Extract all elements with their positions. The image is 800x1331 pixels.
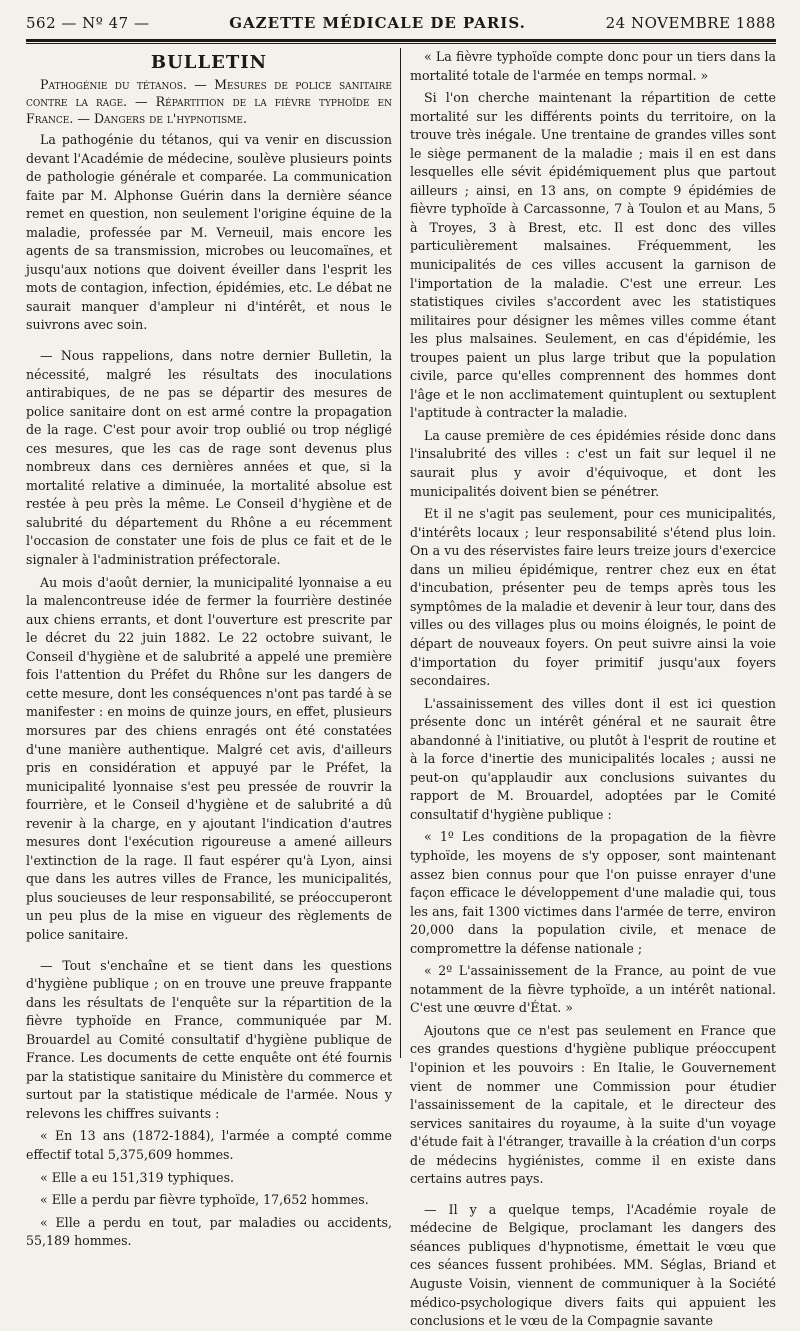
quote-effectif: « En 13 ans (1872-1884), l'armée a compté comme effectif total 5,375,609 hommes. — [26, 1128, 392, 1162]
quote-pertes-totales: « Elle a perdu en tout, par maladies ou accidents, 55,189 hommes. — [26, 1214, 392, 1249]
paragraph-repartition: Si l'on cherche maintenant la répartition de cette mortalité sur les différents points du territoire, on la trouve très inégale. Une trentaine de grandes villes sont le siège permanent de la maladie ; mais il en est dans lesquelles elle sévit épidémiquement plus que partout ailleurs ; ainsi, en 13 ans, on compte 9 épidémies de fièvre typhoïde à Carcassonne, 7 à Toulon et au Mans, 5 à Troyes, 3 à Brest, etc. Il est donc des villes particulièrement malsaines. Fréquemment, les municipalités de ces villes accusent la garnison de l'importation de la maladie. C'est une erreur. Les statistiques civiles s'accordent avec les statistiques militaires pour désigner les mêmes villes comme étant les plus malsaines. Seulement, en cas d'épidémie, les troupes paient un plus large tribut que la population civile, parce qu'elles comprennent des hommes dont l'âge et le non acclimatement quintuplent ou sextuplent l'aptitude à contracter la maladie. — [410, 90, 776, 421]
paragraph-hypnotisme: — Il y a quelque temps, l'Académie royale de médecine de Belgique, proclamant les dangers des séances publiques d'hypnotisme, émettait le vœu que ces séances fussent prohibées. MM. Séglas, Briand et Auguste Voisin, viennent de communiquer à la Société médico-psychologique divers faits qui appuient les conclusions et le vœu de la Compagnie savante — [410, 1201, 776, 1329]
publication-title: GAZETTE MÉDICALE DE PARIS. — [229, 14, 526, 32]
left-column — [26, 48, 400, 1249]
issue-date: 24 NOVEMBRE 1888 — [605, 14, 776, 32]
conclusion-2: « 2º L'assainissement de la France, au point de vue notamment de la fièvre typhoïde, a un intérêt national. C'est une œuvre d'État. » — [410, 963, 776, 1016]
section-heading: BULLETIN — [150, 52, 268, 73]
header-rule-thick — [26, 39, 776, 42]
masthead — [26, 14, 776, 36]
paragraph-assainissement: L'assainissement des villes dont il est ici question présente donc un intérêt général et ne saurait être abandonné à l'initiative, ou plutôt à l'esprit de routine et à la force d'inertie des municipalités locales ; aussi ne peut-on qu'applaudir aux conclusions suivantes du rapport de M. Brouardel, adoptées par le Comité consultatif d'hygiène publique : — [410, 695, 776, 822]
paragraph-fievre-typhoide: — Tout s'enchaîne et se tient dans les questions d'hygiène publique ; on en trouve une preuve frappante dans les résultats de l'enquête sur la répartition de la fièvre typhoïde en France, communiquée par M. Brouardel au Comité consultatif d'hygiène publique de France. Les documents de cette enquête ont été fournis par la statistique sanitaire du Ministère du commerce et surtout par la statistique médicale de l'armée. Nous y relevons les chiffres suivants : — [26, 957, 392, 1121]
conclusion-1: « 1º Les conditions de la propagation de la fièvre typhoïde, les moyens de s'y opposer, sont maintenant assez bien connus pour que l'on puisse enrayer d'une façon efficace le développement d'une maladie qui, tous les ans, fait 1300 victimes dans l'armée de terre, environ 20,000 dans la population civile, et menace de compromettre la défense nationale ; — [410, 829, 776, 956]
quote-pertes-typhoide: « Elle a perdu par fièvre typhoïde, 17,652 hommes. — [40, 1192, 369, 1208]
quote-mortalite: « La fièvre typhoïde compte donc pour un tiers dans la mortalité totale de l'armée en temps normal. » — [410, 49, 776, 83]
quote-typhiques: « Elle a eu 151,319 typhiques. — [40, 1169, 235, 1185]
paragraph-italie: Ajoutons que ce n'est pas seulement en France que ces grandes questions d'hygiène publique préoccupent l'opinion et les pouvoirs : En Italie, le Gouvernement vient de nommer une Commission pour étudier l'assainissement de la capitale, et le directeur des services sanitaires du royaume, à la suite d'un voyage d'étude fait à l'étranger, travaille à la création d'un corps de médecins hygiénistes, comme il en existe dans certains autres pays. — [410, 1022, 776, 1187]
page-number: 562 — Nº 47 — — [26, 14, 150, 32]
paragraph-cause: La cause première de ces épidémies réside donc dans l'insalubrité des villes : c'est un fait sur lequel il ne saurait plus y avoir d'équivoque, et dont les municipalités doivent bien se pénétrer. — [410, 427, 776, 499]
paragraph-rage: — Nous rappelions, dans notre dernier Bulletin, la nécessité, malgré les résultats des inoculations antirabiques, de ne pas se départir des mesures de police sanitaire dont on est armé contre la propagation de la rage. C'est pour avoir trop oublié ou trop négligé ces mesures, que les cas de rage sont devenus plus nombreux dans ces dernières années et que, si la mortalité relative a diminuée, la mortalité absolue est restée à peu près la même. Le Conseil d'hygiène et de salubrité du département du Rhône a eu récemment l'occasion de constater une fois de plus ce fait et de le signaler à l'administration préfectorale. — [26, 348, 392, 568]
section-summary: Pathogénie du tétanos. — Mesures de police sanitaire contre la rage. — Répartition de la fièvre typhoïde en France. — Dangers de l'hypnotisme. — [26, 77, 392, 126]
right-column — [400, 48, 776, 1329]
paragraph-lyon: Au mois d'août dernier, la municipalité lyonnaise a eu la malencontreuse idée de fermer la fourrière destinée aux chiens errants, et dont l'ouverture est prescrite par le décret du 22 juin 1882. Le 22 octobre suivant, le Conseil d'hygiène et de salubrité a appelé une première fois l'attention du Préfet du Rhône sur les dangers de cette mesure, dont les conséquences n'ont pas tardé à se manifester : en moins de quinze jours, en effet, plusieurs morsures par des chiens enragés ont été constatées d'une manière authentique. Malgré cet avis, d'ailleurs pris en considération et appuyé par le Préfet, la municipalité lyonnaise s'est peu pressée de rouvrir la fourrière, et le Conseil d'hygiène et de salubrité a dû revenir à la charge, en y ajoutant l'indication d'autres mesures dont l'exécution rigoureuse a amené ailleurs l'extinction de la rage. Il faut espérer qu'à Lyon, ainsi que dans les autres villes de France, les municipalités, plus soucieuses de leur responsabilité, se préoccuperont un peu plus de la mise en vigueur des règlements de police sanitaire. — [26, 574, 392, 942]
columns — [26, 48, 776, 1329]
paragraph-tetanos: La pathogénie du tétanos, qui va venir en discussion devant l'Académie de médecine, soulève plusieurs points de pathologie générale et comparée. La communication faite par M. Alphonse Guérin dans la dernière séance remet en question, non seulement l'origine équine de la maladie, professée par M. Verneuil, mais encore les agents de sa transmission, microbes ou leucomaïnes, et jusqu'aux notions que doivent éveiller dans l'esprit les mots de contagion, infection, épidémies, etc. Le débat ne saurait manquer d'ampleur ni d'intérêt, et nous le suivrons avec soin. — [26, 132, 392, 333]
header-rule-thin — [26, 43, 776, 44]
paragraph-reservistes: Et il ne s'agit pas seulement, pour ces municipalités, d'intérêts locaux ; leur responsabilité s'étend plus loin. On a vu des réservistes faire leurs treize jours d'exercice dans un milieu épidémique, rentrer chez eux en état d'incubation, présenter peu de temps après tous les symptômes de la maladie et devenir à leur tour, dans des villes ou des villages plus ou moins éloignés, le point de départ de nouveaux foyers. On peut suivre ainsi la voie d'importation du foyer primitif jusqu'aux foyers secondaires. — [410, 506, 776, 689]
